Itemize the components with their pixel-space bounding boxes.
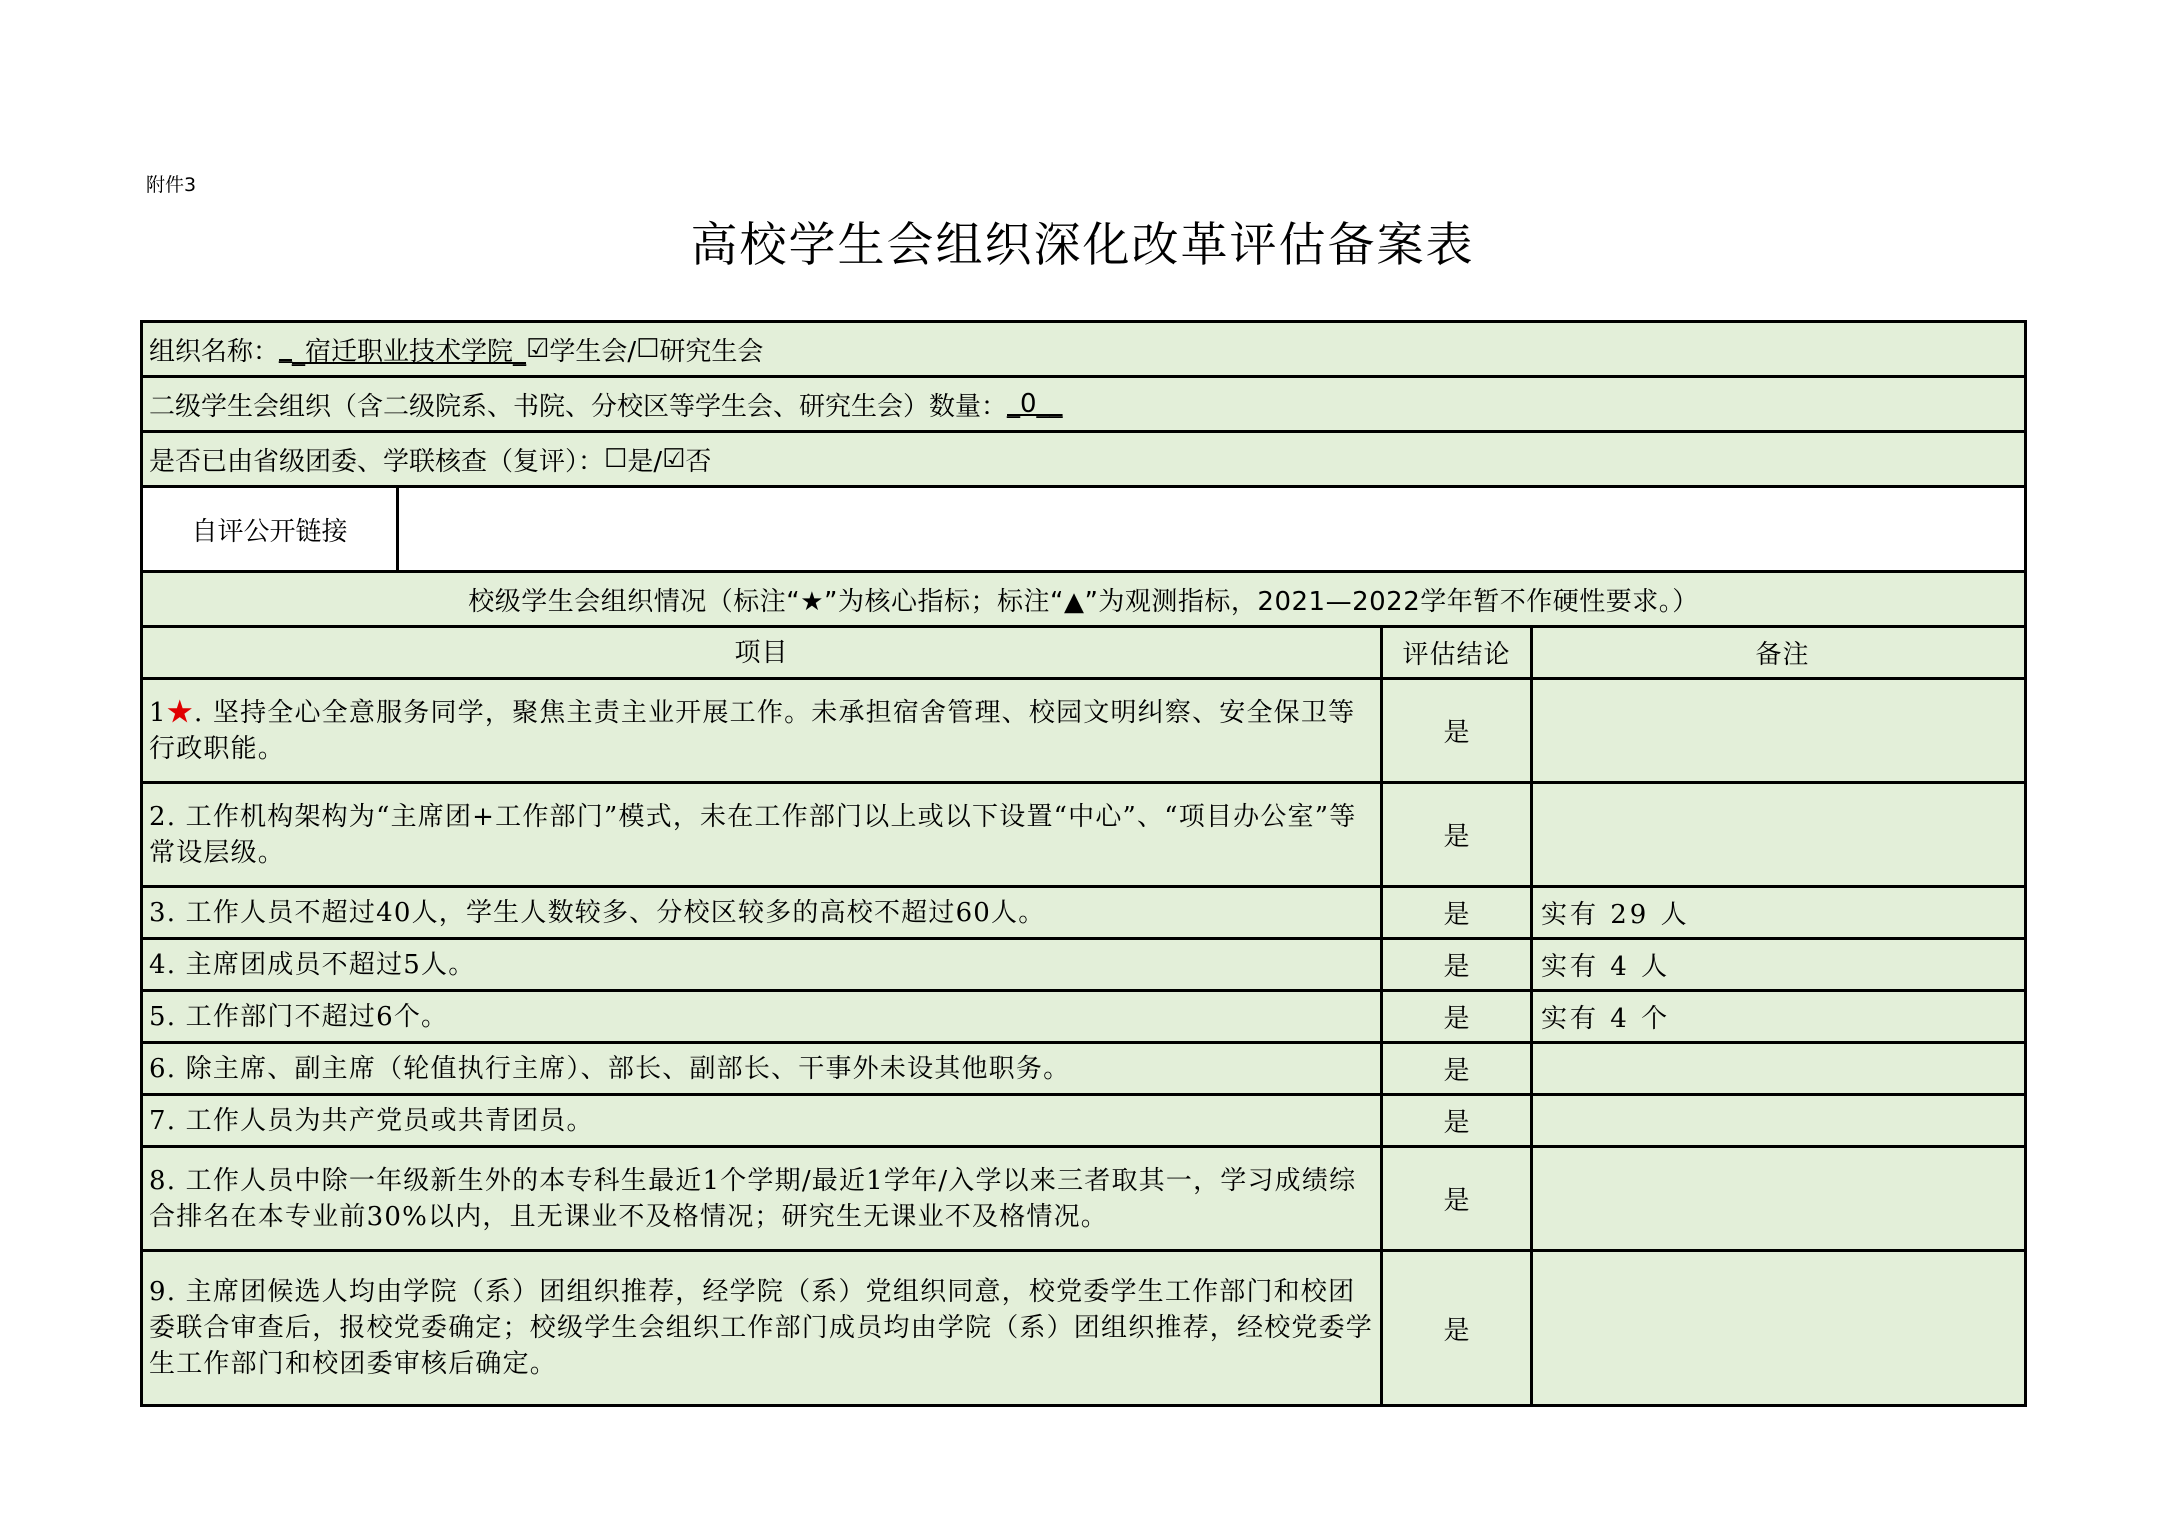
sub-org-label: 二级学生会组织（含二级院系、书院、分校区等学生会、研究生会）数量： — [149, 391, 1008, 422]
row-number: 5 — [149, 1001, 167, 1032]
header-result: 评估结论 — [1383, 628, 1533, 677]
row-item — [143, 940, 1383, 989]
row-item — [143, 1252, 1383, 1404]
row-result[interactable]: 是 — [1383, 1096, 1533, 1145]
row-text: . 工作部门不超过6个。 — [166, 1001, 449, 1032]
row-text: . 工作人员不超过40人，学生人数较多、分校区较多的高校不超过60人。 — [166, 897, 1046, 928]
row-number: 8 — [149, 1165, 167, 1196]
grad-union-option: 研究生会 — [659, 336, 764, 367]
row-number: 9 — [149, 1277, 167, 1307]
verified-yes-checkbox[interactable]: ☐ — [604, 444, 628, 474]
row-text: . 主席团候选人均由学院（系）团组织推荐，经学院（系）党组织同意，校党委学生工作部门和校团委联合审查后，报校党委确定；校级学生会组织工作部门成员均由学院（系）团组织推荐，经校党委学生工作部门和校团委审核后确定。 — [149, 1277, 1374, 1379]
link-value-field[interactable] — [399, 488, 2024, 570]
page-title: 高校学生会组织深化改革评估备案表 — [690, 218, 1475, 273]
verified-no-option: 否 — [685, 446, 712, 477]
verified-yes-option: 是/ — [627, 446, 663, 477]
table-row — [143, 781, 2024, 885]
evaluation-form — [140, 320, 2027, 1407]
grad-union-checkbox[interactable]: ☐ — [636, 334, 660, 364]
row-text: . 除主席、副主席（轮值执行主席）、部长、副部长、干事外未设其他职务。 — [166, 1053, 1071, 1084]
row-number: 3 — [149, 897, 167, 928]
verified-no-checkbox[interactable]: ☑ — [662, 444, 686, 474]
sub-org-count[interactable]: _0__ — [1007, 389, 1063, 419]
section-heading: 校级学生会组织情况（标注“★”为核心指标；标注“▲”为观测指标，2021—2022学年暂不作硬性要求。） — [468, 586, 1699, 617]
row-text: . 工作机构架构为“主席团+工作部门”模式，未在工作部门以上或以下设置“中心”、“项目办公室”等常设层级。 — [149, 801, 1357, 868]
row-result[interactable]: 是 — [1383, 1044, 1533, 1093]
row-result[interactable]: 是 — [1383, 1252, 1533, 1404]
table-row — [143, 989, 2024, 1041]
row-note[interactable] — [1533, 1096, 2024, 1145]
row-result[interactable]: 是 — [1383, 784, 1533, 885]
sub-org-line — [143, 378, 1063, 430]
table-row — [143, 937, 2024, 989]
row-number: 1 — [149, 697, 167, 728]
row-note[interactable]: 实有 29 人 — [1541, 900, 1690, 930]
row-note[interactable]: 实有 4 人 — [1541, 952, 1671, 982]
link-row — [143, 485, 2024, 570]
row-text: . 工作人员为共产党员或共青团员。 — [166, 1105, 594, 1136]
section-heading-row — [143, 570, 2024, 625]
row-text: . 主席团成员不超过5人。 — [166, 949, 476, 980]
link-label: 自评公开链接 — [143, 488, 399, 570]
org-name-blank: _ — [279, 334, 293, 364]
header-item: 项目 — [143, 628, 1383, 677]
sub-org-row — [143, 375, 2024, 430]
row-number: 2 — [149, 801, 167, 832]
row-note[interactable] — [1533, 784, 2024, 885]
verified-row — [143, 430, 2024, 485]
table-row — [143, 1041, 2024, 1093]
row-note[interactable] — [1533, 1148, 2024, 1249]
header-note: 备注 — [1755, 640, 1810, 670]
row-number: 6 — [149, 1053, 167, 1084]
row-result[interactable]: 是 — [1383, 992, 1533, 1041]
org-name-row — [143, 323, 2024, 375]
org-name-label: 组织名称： — [149, 336, 280, 367]
row-result[interactable]: 是 — [1383, 680, 1533, 781]
row-note[interactable] — [1533, 1252, 2024, 1404]
row-item — [143, 784, 1383, 885]
row-result[interactable]: 是 — [1383, 888, 1533, 937]
attachment-label: 附件3 — [146, 174, 197, 196]
row-note[interactable]: 实有 4 个 — [1541, 1004, 1671, 1034]
row-item — [143, 1148, 1383, 1249]
row-text: . 坚持全心全意服务同学，聚焦主责主业开展工作。未承担宿舍管理、校园文明纠察、安全保卫等行政职能。 — [149, 697, 1356, 764]
row-note[interactable] — [1533, 680, 2024, 781]
row-text: . 工作人员中除一年级新生外的本专科生最近1个学期/最近1学年/入学以来三者取其一，学习成绩综合排名在本专业前30%以内，且无课业不及格情况；研究生无课业不及格情况。 — [149, 1165, 1357, 1232]
table-row — [143, 1093, 2024, 1145]
org-name-value[interactable]: _宿迁职业技术学院_ — [292, 336, 527, 367]
table-row — [143, 1249, 2024, 1404]
row-number: 7 — [149, 1105, 167, 1136]
table-row — [143, 885, 2024, 937]
star-icon: ★ — [166, 697, 194, 728]
row-number: 4 — [149, 949, 167, 980]
student-union-checkbox[interactable]: ☑ — [526, 334, 550, 364]
table-row — [143, 677, 2024, 781]
row-note[interactable] — [1533, 1044, 2024, 1093]
student-union-option: 学生会/ — [549, 336, 637, 367]
org-name-line — [143, 323, 763, 375]
row-result[interactable]: 是 — [1383, 940, 1533, 989]
row-item — [143, 1096, 1383, 1145]
row-result[interactable]: 是 — [1383, 1148, 1533, 1249]
verified-label: 是否已由省级团委、学联核查（复评）： — [149, 446, 605, 477]
row-item — [143, 992, 1383, 1041]
verified-line — [143, 433, 711, 485]
row-item — [143, 680, 1383, 781]
row-item — [143, 888, 1383, 937]
table-header — [143, 625, 2024, 677]
row-item — [143, 1044, 1383, 1093]
table-row — [143, 1145, 2024, 1249]
